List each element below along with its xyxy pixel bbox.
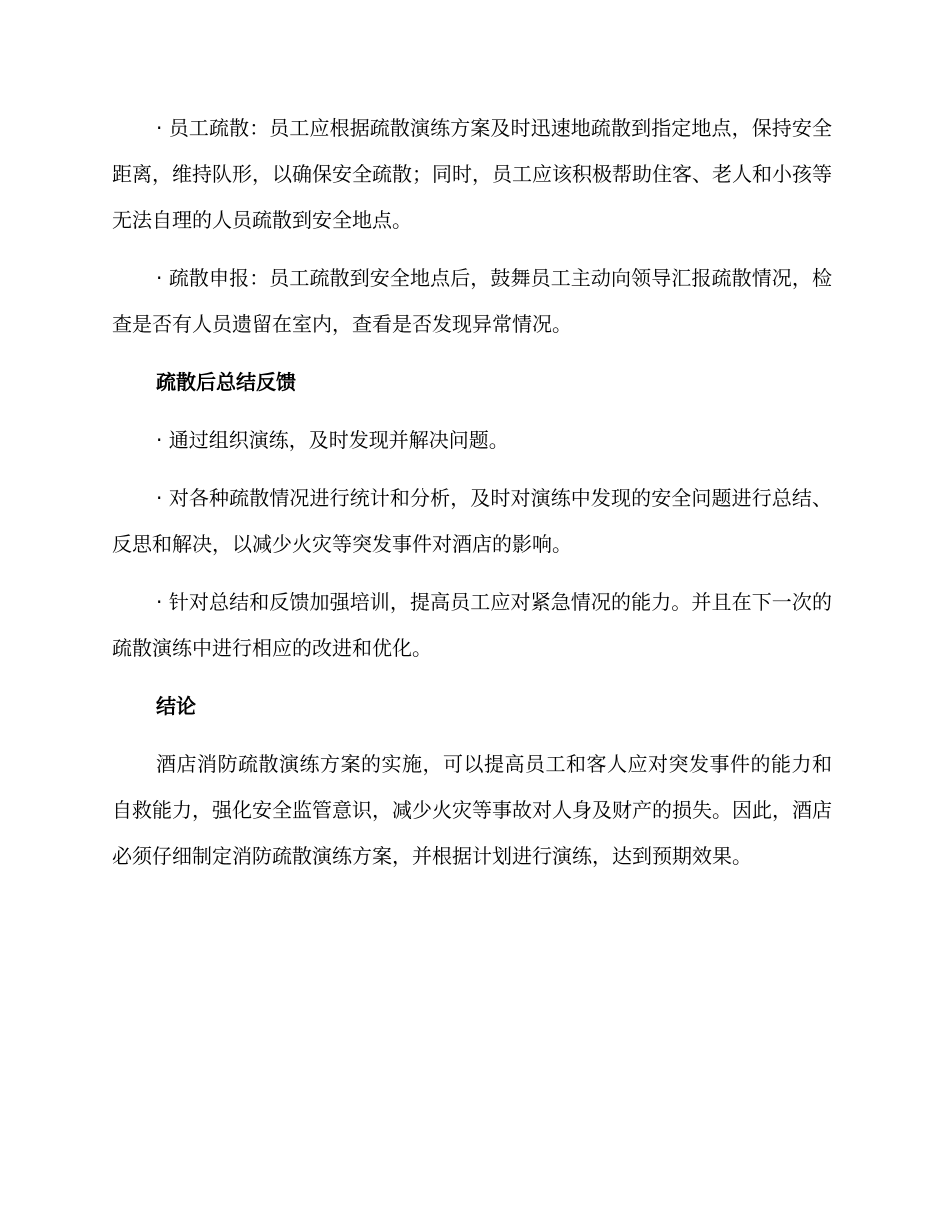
- paragraph-training-improvement: · 针对总结和反馈加强培训，提高员工应对紧急情况的能力。并且在下一次的疏散演练中进行相应的改进和优化。: [112, 590, 832, 660]
- paragraph-organize-drill: · 通过组织演练，及时发现并解决问题。: [156, 428, 509, 452]
- document-page: [112, 105, 832, 891]
- paragraph-conclusion: 酒店消防疏散演练方案的实施，可以提高员工和客人应对突发事件的能力和自救能力，强化安全监管意识，减少火灾等事故对人身及财产的损失。因此，酒店必须仔细制定消防疏散演练方案，并根据计划进行演练，达到预期效果。: [112, 752, 832, 868]
- paragraph-staff-evacuation: · 员工疏散：员工应根据疏散演练方案及时迅速地疏散到指定地点，保持安全距离，维持队形，以确保安全疏散；同时，员工应该积极帮助住客、老人和小孩等无法自理的人员疏散到安全地点。: [112, 116, 832, 232]
- section-heading-conclusion: 结论: [156, 694, 196, 718]
- paragraph-evacuation-report: · 疏散申报：员工疏散到安全地点后，鼓舞员工主动向领导汇报疏散情况，检查是否有人员遗留在室内，查看是否发现异常情况。: [112, 266, 832, 336]
- paragraph-statistics-analysis: · 对各种疏散情况进行统计和分析，及时对演练中发现的安全问题进行总结、反思和解决，以减少火灾等突发事件对酒店的影响。: [112, 486, 832, 556]
- section-heading-post-evacuation-feedback: 疏散后总结反馈: [156, 370, 296, 394]
